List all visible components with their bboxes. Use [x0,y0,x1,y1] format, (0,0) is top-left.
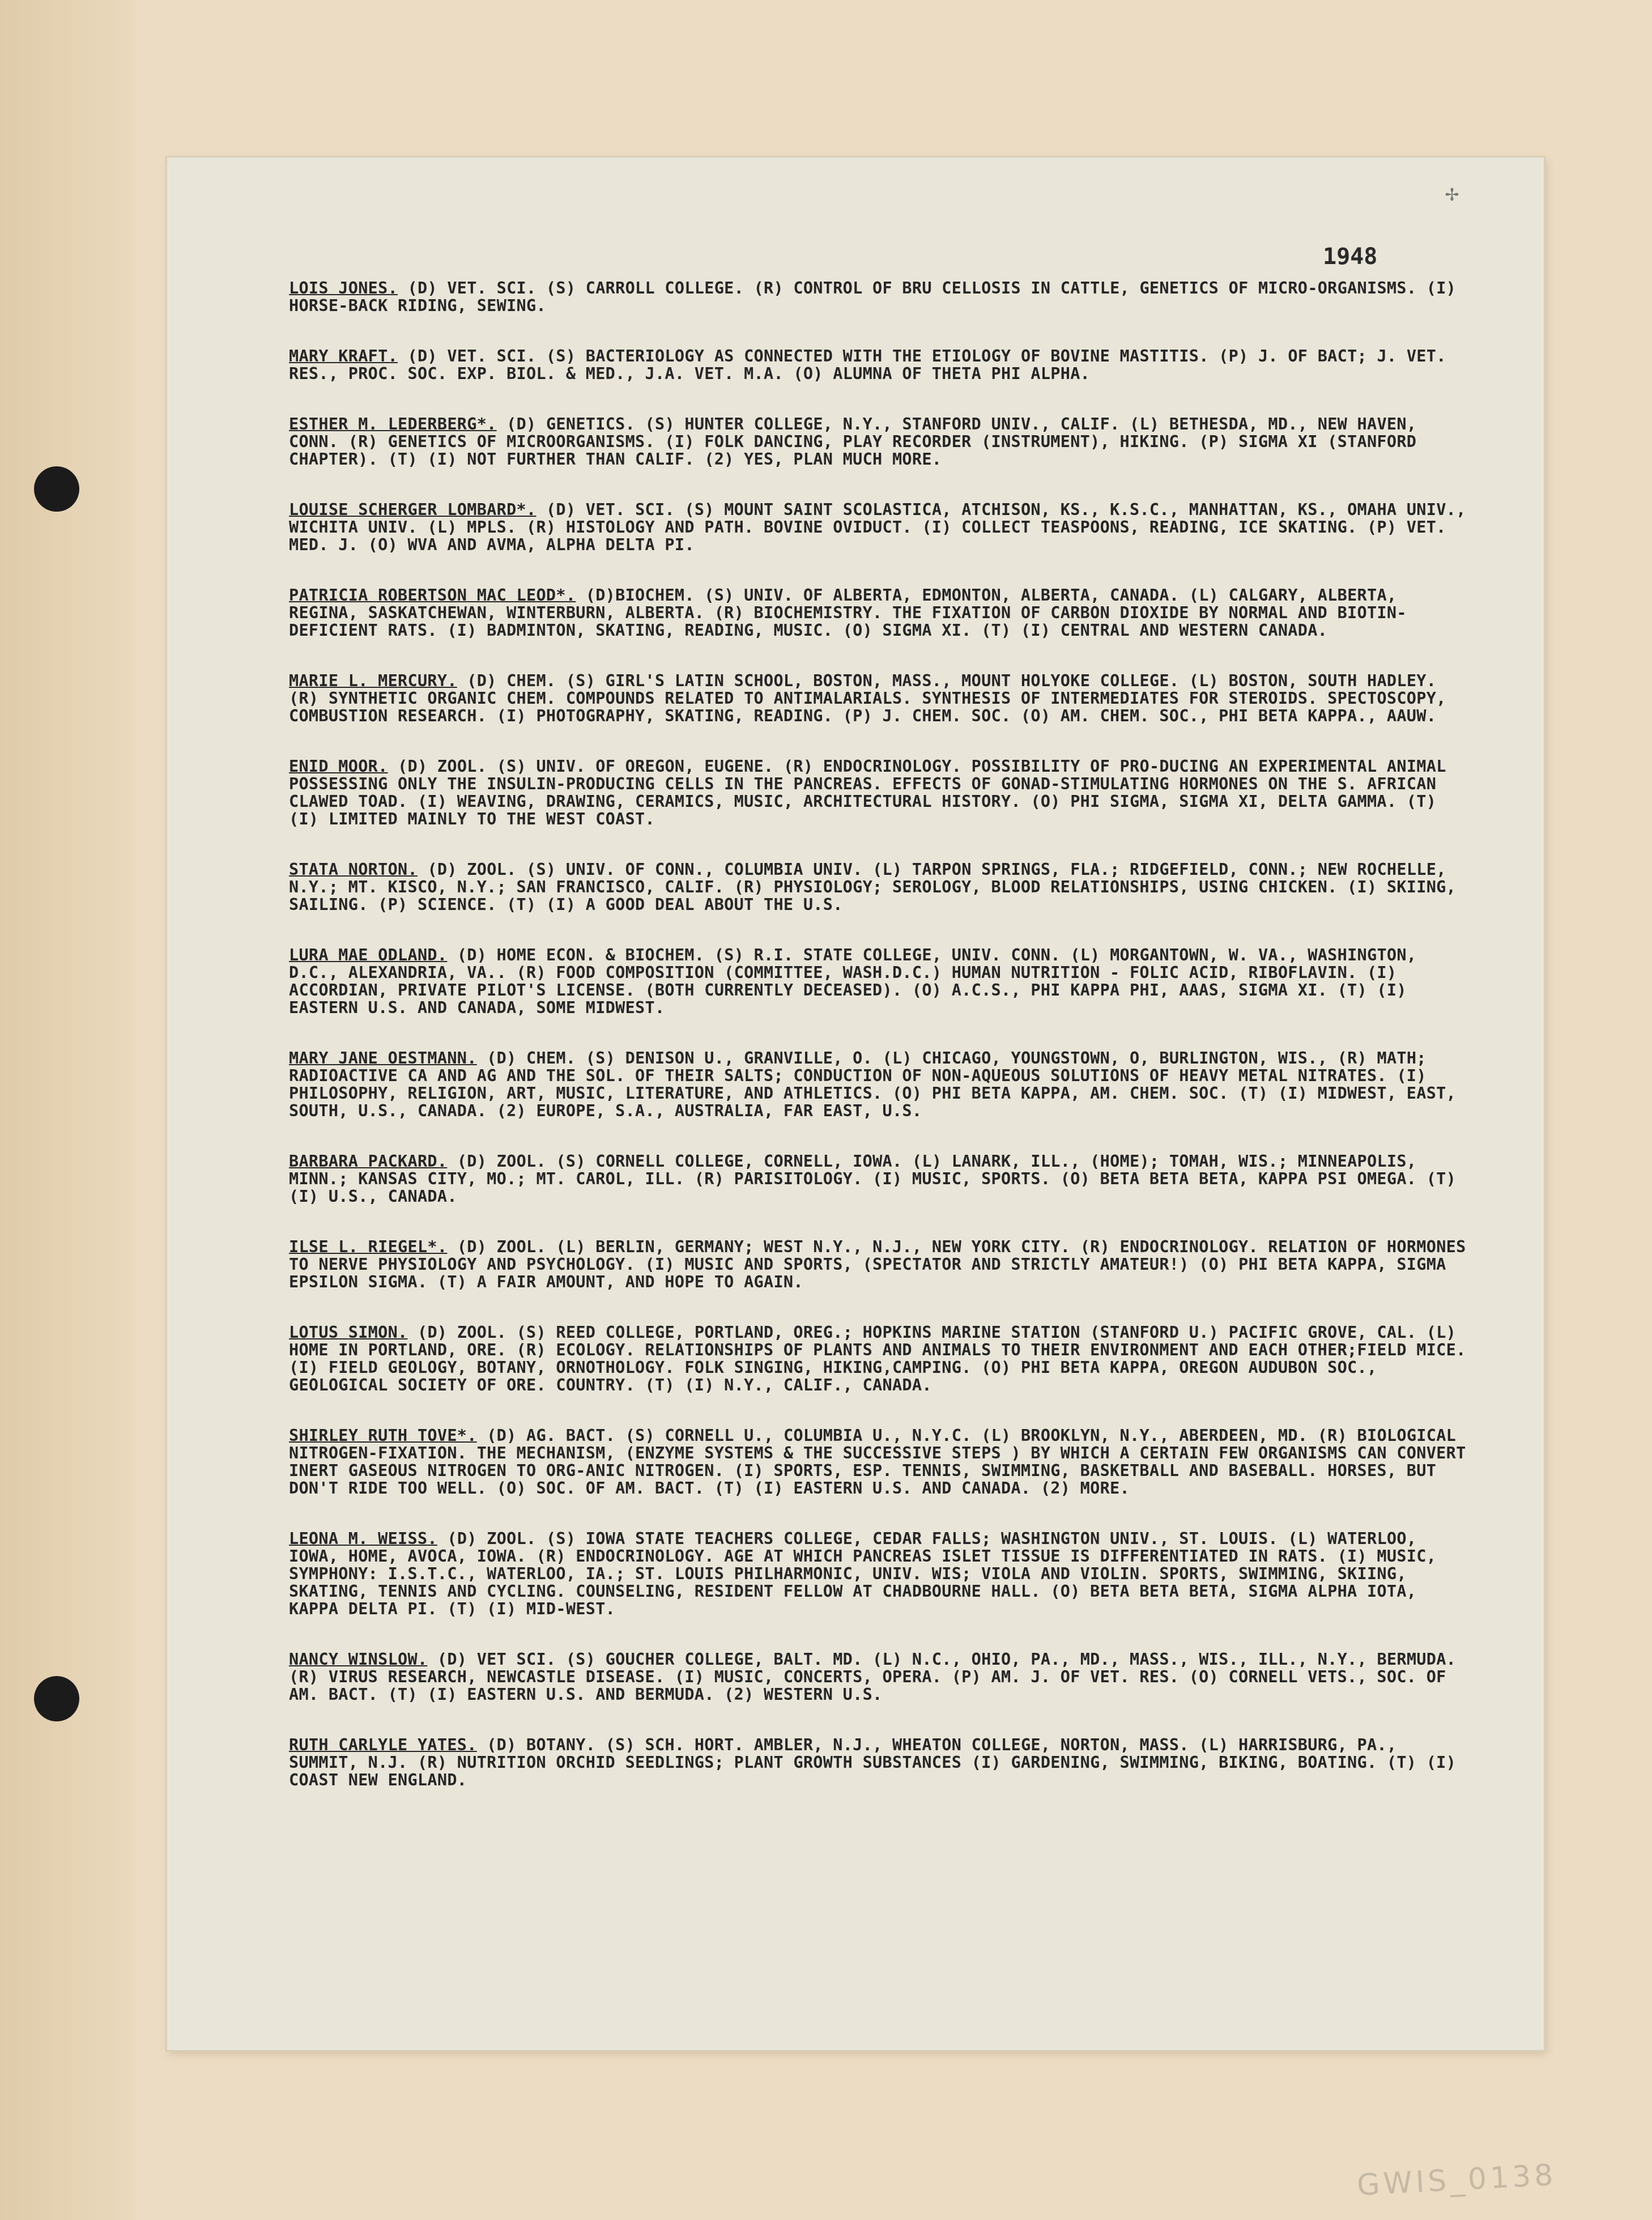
page-year: 1948 [1323,244,1378,270]
entry-name: ESTHER M. LEDERBERG*. [289,415,497,433]
entry [289,861,1467,913]
entry [289,1049,1467,1120]
entry [289,946,1467,1017]
entry-name: LOTUS SIMON. [289,1323,408,1342]
pencil-mark: ✢ [1445,180,1459,206]
entry [289,1427,1467,1497]
entry-text: (D) HOME ECON. & BIOCHEM. (S) R.I. STATE COLLEGE, UNIV. CONN. (L) MORGANTOWN, W. VA., WASHINGTON, D.C., ALEXANDRIA, VA.. (R) FOOD COMPOSITION (COMMITTEE, WASH.D.C.) HUMAN NUTRITION - FOLIC ACID, RIBOFLAVIN. (I) ACCORDIAN, PRIVATE PILOT'S LICENSE. (BOTH CURRENTLY DECEASED). (O) A.C.S., PHI KAPPA PHI, AAAS, SIGMA XI. (T) (I) EASTERN U.S. AND CANADA, SOME MIDWEST. [289,946,1417,1017]
entry-text: (D) VET. SCI. (S) BACTERIOLOGY AS CONNECTED WITH THE ETIOLOGY OF BOVINE MASTITIS. (P) J. OF BACT; J. VET. RES., PROC. SOC. EXP. BIOL. & MED., J.A. VET. M.A. (O) ALUMNA OF THETA PHI ALPHA. [289,347,1446,383]
entry-name: STATA NORTON. [289,860,418,879]
entry-text: (D) VET SCI. (S) GOUCHER COLLEGE, BALT. MD. (L) N.C., OHIO, PA., MD., MASS., WIS., ILL., N.Y., BERMUDA. (R) VIRUS RESEARCH, NEWCASTLE DISEASE. (I) MUSIC, CONCERTS, OPERA. (P) AM. J. OF VET. RES. (O) CORNELL VETS., SOC. OF AM. BACT. (T) (I) EASTERN U.S. AND BERMUDA. (2) WESTERN U.S. [289,1650,1457,1704]
entry [289,347,1467,382]
entry-text: (D) ZOOL. (S) UNIV. OF CONN., COLUMBIA UNIV. (L) TARPON SPRINGS, FLA.; RIDGEFIELD, CONN.; NEW ROCHELLE, N.Y.; MT. KISCO, N.Y.; SAN FRANCISCO, CALIF. (R) PHYSIOLOGY; SEROLOGY, BLOOD RELATIONSHIPS, USING CHICKEN. (I) SKIING, SAILING. (P) SCIENCE. (T) (I) A GOOD DEAL ABOUT THE U.S. [289,860,1457,914]
entry [289,1152,1467,1205]
entry [289,1238,1467,1291]
entry-name: MARY JANE OESTMANN. [289,1049,477,1068]
entry [289,672,1467,725]
entry-text: (D) CHEM. (S) DENISON U., GRANVILLE, O. (L) CHICAGO, YOUNGSTOWN, O, BURLINGTON, WIS., (R) MATH; RADIOACTIVE CA AND AG AND THE SOL. OF THEIR SALTS; CONDUCTION OF NON-AQUEOUS SOLUTIONS OF HEAVY METAL NITRATES. (I) PHILOSOPHY, RELIGION, ART, MUSIC, LITERATURE, AND ATHLETICS. (O) PHI BETA KAPPA, AM. CHEM. SOC. (T) (I) MIDWEST, EAST, SOUTH, U.S., CANADA. (2) EUROPE, S.A., AUSTRALIA, FAR EAST, U.S. [289,1049,1457,1120]
entry [289,1651,1467,1703]
entry [289,501,1467,554]
entry [289,415,1467,468]
entry-name: LOUISE SCHERGER LOMBARD*. [289,500,537,519]
entry-text: (D) CHEM. (S) GIRL'S LATIN SCHOOL, BOSTON, MASS., MOUNT HOLYOKE COLLEGE. (L) BOSTON, SOUTH HADLEY. (R) SYNTHETIC ORGANIC CHEM. COMPOUNDS RELATED TO ANTIMALARIALS. SYNTHESIS OF INTERMEDIATES FOR STEROIDS. SPECTOSCOPY, COMBUSTION RESEARCH. (I) PHOTOGRAPHY, SKATING, READING. (P) J. CHEM. SOC. (O) AM. CHEM. SOC., PHI BETA KAPPA., AAUW. [289,671,1446,725]
entry-name: LURA MAE ODLAND. [289,946,448,964]
mounting-board-edge [0,0,136,2220]
archive-code: GWIS_0138 [1356,2158,1557,2203]
entry-name: PATRICIA ROBERTSON MAC LEOD*. [289,586,576,605]
entry-text: (D) ZOOL. (S) CORNELL COLLEGE, CORNELL, IOWA. (L) LANARK, ILL., (HOME); TOMAH, WIS.; MINNEAPOLIS, MINN.; KANSAS CITY, MO.; MT. CAROL, ILL. (R) PARISITOLOGY. (I) MUSIC, SPORTS. (O) BETA BETA BETA, KAPPA PSI OMEGA. (T) (I) U.S., CANADA. [289,1152,1457,1206]
entry-name: BARBARA PACKARD. [289,1152,448,1171]
entry-text: (D) VET. SCI. (S) CARROLL COLLEGE. (R) CONTROL OF BRU CELLOSIS IN CATTLE, GENETICS OF MICRO-ORGANISMS. (I) HORSE-BACK RIDING, SEWING. [289,279,1457,315]
entry-name: ENID MOOR. [289,757,388,776]
entry-text: (D) AG. BACT. (S) CORNELL U., COLUMBIA U., N.Y.C. (L) BROOKLYN, N.Y., ABERDEEN, MD. (R) BIOLOGICAL NITROGEN-FIXATION. THE MECHANISM, (ENZYME SYSTEMS & THE SUCCESSIVE STEPS ) BY WHICH A CERTAIN FEW ORGANISMS CAN CONVERT INERT GASEOUS NITROGEN TO ORG-ANIC NITROGEN. (I) SPORTS, ESP. TENNIS, SWIMMING, BASKETBALL AND BASEBALL. HORSES, BUT DON'T RIDE TOO WELL. (O) SOC. OF AM. BACT. (T) (I) EASTERN U.S. AND CANADA. (2) MORE. [289,1426,1466,1498]
typed-page [167,158,1544,2050]
entry-text: (D) VET. SCI. (S) MOUNT SAINT SCOLASTICA, ATCHISON, KS., K.S.C., MANHATTAN, KS., OMAHA UNIV., WICHITA UNIV. (L) MPLS. (R) HISTOLOGY AND PATH. BOVINE OVIDUCT. (I) COLLECT TEASPOONS, READING, ICE SKATING. (P) VET. MED. J. (O) WVA AND AVMA, ALPHA DELTA PI. [289,500,1466,554]
entry-name: LEONA M. WEISS. [289,1529,437,1548]
entry-name: SHIRLEY RUTH TOVE*. [289,1426,477,1445]
entry-text: (D) ZOOL. (S) REED COLLEGE, PORTLAND, OREG.; HOPKINS MARINE STATION (STANFORD U.) PACIFIC GROVE, CAL. (L) HOME IN PORTLAND, ORE. (R) ECOLOGY. RELATIONSHIPS OF PLANTS AND ANIMALS TO THEIR ENVIRONMENT AND EACH OTHER;FIELD MICE. (I) FIELD GEOLOGY, BOTANY, ORNOTHOLOGY. FOLK SINGING, HIKING,CAMPING. (O) PHI BETA KAPPA, OREGON AUDUBON SOC., GEOLOGICAL SOCIETY OF ORE. COUNTRY. (T) (I) N.Y., CALIF., CANADA. [289,1323,1466,1394]
punch-hole [34,466,79,512]
entry-name: MARIE L. MERCURY. [289,671,457,690]
entry-text: (D) ZOOL. (L) BERLIN, GERMANY; WEST N.Y., N.J., NEW YORK CITY. (R) ENDOCRINOLOGY. RELATION OF HORMONES TO NERVE PHYSIOLOGY AND PSYCHOLOGY. (I) MUSIC AND SPORTS, (SPECTATOR AND STRICTLY AMATEUR!) (O) PHI BETA KAPPA, SIGMA EPSILON SIGMA. (T) A FAIR AMOUNT, AND HOPE TO AGAIN. [289,1237,1466,1291]
entry-text: (D)BIOCHEM. (S) UNIV. OF ALBERTA, EDMONTON, ALBERTA, CANADA. (L) CALGARY, ALBERTA, REGINA, SASKATCHEWAN, WINTERBURN, ALBERTA. (R) BIOCHEMISTRY. THE FIXATION OF CARBON DIOXIDE BY NORMAL AND BIOTIN-DEFICIENT RATS. (I) BADMINTON, SKATING, READING, MUSIC. (O) SIGMA XI. (T) (I) CENTRAL AND WESTERN CANADA. [289,586,1407,640]
entry-text: (D) ZOOL. (S) UNIV. OF OREGON, EUGENE. (R) ENDOCRINOLOGY. POSSIBILITY OF PRO-DUCING AN EXPERIMENTAL ANIMAL POSSESSING ONLY THE INSULIN-PRODUCING CELLS IN THE PANCREAS. EFFECTS OF GONAD-STIMULATING HORMONES ON THE S. AFRICAN CLAWED TOAD. (I) WEAVING, DRAWING, CERAMICS, MUSIC, ARCHITECTURAL HISTORY. (O) PHI SIGMA, SIGMA XI, DELTA GAMMA. (T) (I) LIMITED MAINLY TO THE WEST COAST. [289,757,1446,828]
punch-hole [34,1676,79,1721]
entry-name: ILSE L. RIEGEL*. [289,1237,448,1256]
entry-text: (D) GENETICS. (S) HUNTER COLLEGE, N.Y., STANFORD UNIV., CALIF. (L) BETHESDA, MD., NEW HAVEN, CONN. (R) GENETICS OF MICROORGANISMS. (I) FOLK DANCING, PLAY RECORDER (INSTRUMENT), HIKING. (P) SIGMA XI (STANFORD CHAPTER). (T) (I) NOT FURTHER THAN CALIF. (2) YES, PLAN MUCH MORE. [289,415,1417,469]
entry-name: NANCY WINSLOW. [289,1650,428,1669]
entry [289,279,1467,314]
entry [289,1530,1467,1618]
entry [289,1736,1467,1789]
entry-text: (D) BOTANY. (S) SCH. HORT. AMBLER, N.J., WHEATON COLLEGE, NORTON, MASS. (L) HARRISBURG, PA., SUMMIT, N.J. (R) NUTRITION ORCHID SEEDLINGS; PLANT GROWTH SUBSTANCES (I) GARDENING, SWIMMING, BIKING, BOATING. (T) (I) COAST NEW ENGLAND. [289,1736,1457,1789]
entry [289,586,1467,639]
entry-name: RUTH CARLYLE YATES. [289,1736,477,1754]
entry-text: (D) ZOOL. (S) IOWA STATE TEACHERS COLLEGE, CEDAR FALLS; WASHINGTON UNIV., ST. LOUIS. (L) WATERLOO, IOWA, HOME, AVOCA, IOWA. (R) ENDOCRINOLOGY. AGE AT WHICH PANCREAS ISLET TISSUE IS DIFFERENTIATED IN RATS. (I) MUSIC, SYMPHONY: I.S.T.C., WATERLOO, IA.; ST. LOUIS PHILHARMONIC, UNIV. WIS; VIOLA AND VIOLIN. SPORTS, SWIMMING, SKIING, SKATING, TENNIS AND CYCLING. COUNSELING, RESIDENT FELLOW AT CHADBOURNE HALL. (O) BETA BETA BETA, SIGMA ALPHA IOTA, KAPPA DELTA PI. (T) (I) MID-WEST. [289,1529,1437,1618]
entry-name: MARY KRAFT. [289,347,398,365]
entry-list [289,279,1467,1822]
entry [289,758,1467,828]
entry [289,1324,1467,1394]
entry-name: LOIS JONES. [289,279,398,297]
